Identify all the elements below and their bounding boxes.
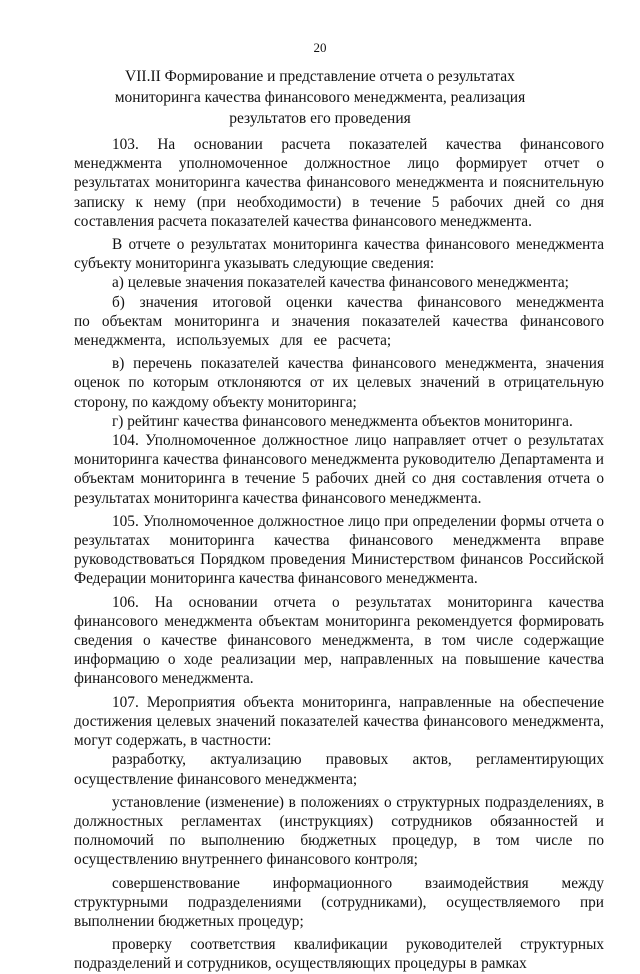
heading-line-2: мониторинга качества финансового менеджмента, реализация	[114, 89, 526, 106]
page-number: 20	[313, 40, 327, 55]
paragraph-report-contents: В отчете о результатах мониторинга качества финансового менеджмента субъекту мониторинга указывать следующие сведения:	[74, 236, 604, 273]
list-item-b: б) значения итоговой оценки качества финансового менеджмента по объектам мониторинга и значения показателей качества финансового менеджмента, используемых для ее расчета;	[74, 293, 604, 350]
list-item-a: а) целевые значения показателей качества финансового менеджмента;	[112, 274, 569, 292]
section-heading	[110, 66, 530, 129]
paragraph-106: 106. На основании отчета о результатах мониторинга качества финансового менеджмента объектам мониторинга рекомендуется формировать сведения о качестве финансового менеджмента, в том числе содержащие информацию о ходе реализации мер, направленных на повышение качества финансового менеджмента.	[74, 593, 604, 688]
measure-item-4: проверку соответствия квалификации руководителей структурных подразделений и сотрудников, осуществляющих процедуры в рамках	[74, 936, 604, 973]
measure-item-2: установление (изменение) в положениях о структурных подразделениях, в должностных регламентах (инструкциях) сотрудников обязанностей и полномочий по выполнению бюджетных процедур, в том числе по осуществлению внутреннего финансового контроля;	[74, 793, 604, 869]
paragraph-104: 104. Уполномоченное должностное лицо направляет отчет о результатах мониторинга качества финансового менеджмента руководителю Департамента и объектам мониторинга в течение 5 рабочих дней со дня составления отчета о результатах мониторинга качества финансового менеджмента.	[74, 432, 604, 507]
measure-item-1: разработку, актуализацию правовых актов, регламентирующих осуществление финансового менеджмента;	[74, 751, 604, 788]
paragraph-105: 105. Уполномоченное должностное лицо при определении формы отчета о результатах мониторинга качества финансового менеджмента вправе руководствоваться Порядком проведения Министерством финансов Российской Федерации мониторинга качества финансового менеджмента.	[74, 512, 604, 588]
heading-line-3: результатов его проведения	[229, 110, 411, 127]
list-item-g: г) рейтинг качества финансового менеджмента объектов мониторинга.	[112, 412, 573, 430]
measure-item-3: совершенствование информационного взаимодействия между структурными подразделениями (сотрудниками), осуществляемого при выполнении бюджетных процедур;	[74, 874, 604, 930]
list-item-v: в) перечень показателей качества финансового менеджмента, значения оценок по которым отклоняются от их целевых значений в отрицательную сторону, по каждому объекту мониторинга;	[74, 355, 604, 411]
document-body	[74, 135, 604, 974]
heading-line-1: VII.II Формирование и представление отчета о результатах	[125, 68, 515, 85]
paragraph-103: 103. На основании расчета показателей качества финансового менеджмента уполномоченное должностное лицо формирует отчет о результатах мониторинга качества финансового менеджмента и пояснительную записку к нему (при необходимости) в течение 5 рабочих дней со дня составления расчета показателей качества финансового менеджмента.	[74, 136, 604, 230]
paragraph-107: 107. Мероприятия объекта мониторинга, направленные на обеспечение достижения целевых значений показателей качества финансового менеджмента, могут содержать, в частности:	[74, 693, 604, 750]
